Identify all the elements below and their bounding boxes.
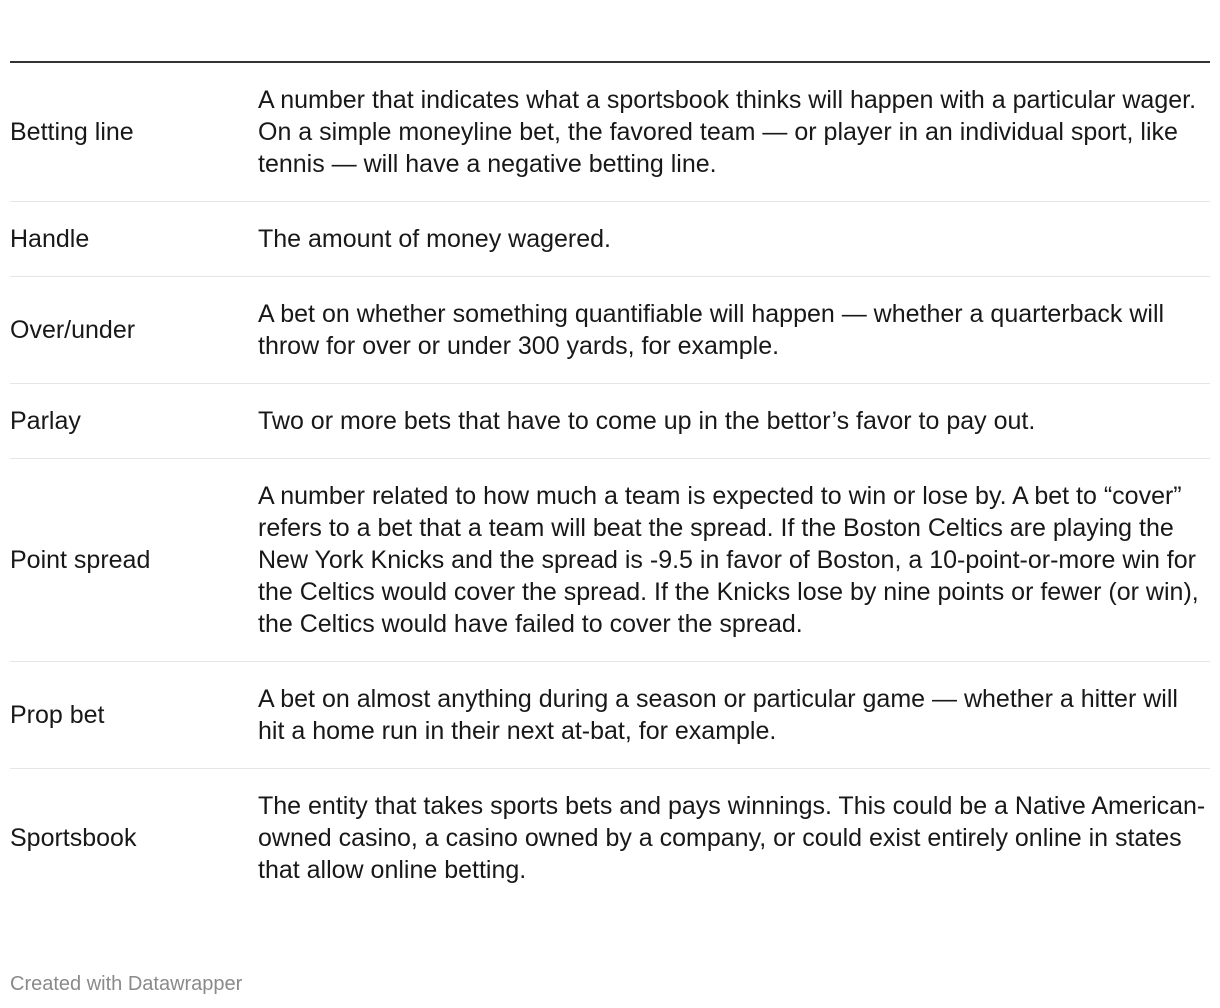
glossary-table-container xyxy=(10,61,1210,907)
definition-cell: The amount of money wagered. xyxy=(258,202,1210,277)
term-cell: Over/under xyxy=(10,277,258,384)
term-cell: Prop bet xyxy=(10,662,258,769)
table-row xyxy=(10,662,1210,769)
term-cell: Handle xyxy=(10,202,258,277)
term-cell: Parlay xyxy=(10,384,258,459)
term-cell: Betting line xyxy=(10,63,258,202)
definition-cell: Two or more bets that have to come up in the bettor’s favor to pay out. xyxy=(258,384,1210,459)
table-row xyxy=(10,277,1210,384)
definition-cell: The entity that takes sports bets and pays winnings. This could be a Native American-owned casino, a casino owned by a company, or could exist entirely online in states that allow online betting. xyxy=(258,792,1206,884)
table-row xyxy=(10,202,1210,277)
definition-cell: A bet on almost anything during a season or particular game — whether a hitter will hit a home run in their next at-bat, for example. xyxy=(258,662,1210,769)
definition-cell: A number that indicates what a sportsbook thinks will happen with a particular wager. On a simple moneyline bet, the favored team — or player in an individual sport, like tennis — will have a negative betting line. xyxy=(258,63,1210,202)
table-row xyxy=(10,769,1210,908)
table-row xyxy=(10,459,1210,662)
table-row xyxy=(10,63,1210,202)
table-row xyxy=(10,384,1210,459)
glossary-table xyxy=(10,63,1210,907)
definition-cell: A bet on whether something quantifiable will happen — whether a quarterback will throw for over or under 300 yards, for example. xyxy=(258,277,1210,384)
term-cell: Point spread xyxy=(10,459,258,662)
definition-cell: A number related to how much a team is expected to win or lose by. A bet to “cover” refers to a bet that a team will beat the spread. If the Boston Celtics are playing the New York Knicks and the spread is -9.5 in favor of Boston, a 10-point-or-more win for the Celtics would cover the spread. If the Knicks lose by nine points or fewer (or win), the Celtics would have failed to cover the spread. xyxy=(258,459,1210,662)
datawrapper-credit: Created with Datawrapper xyxy=(10,973,243,995)
term-cell: Sportsbook xyxy=(10,824,137,852)
